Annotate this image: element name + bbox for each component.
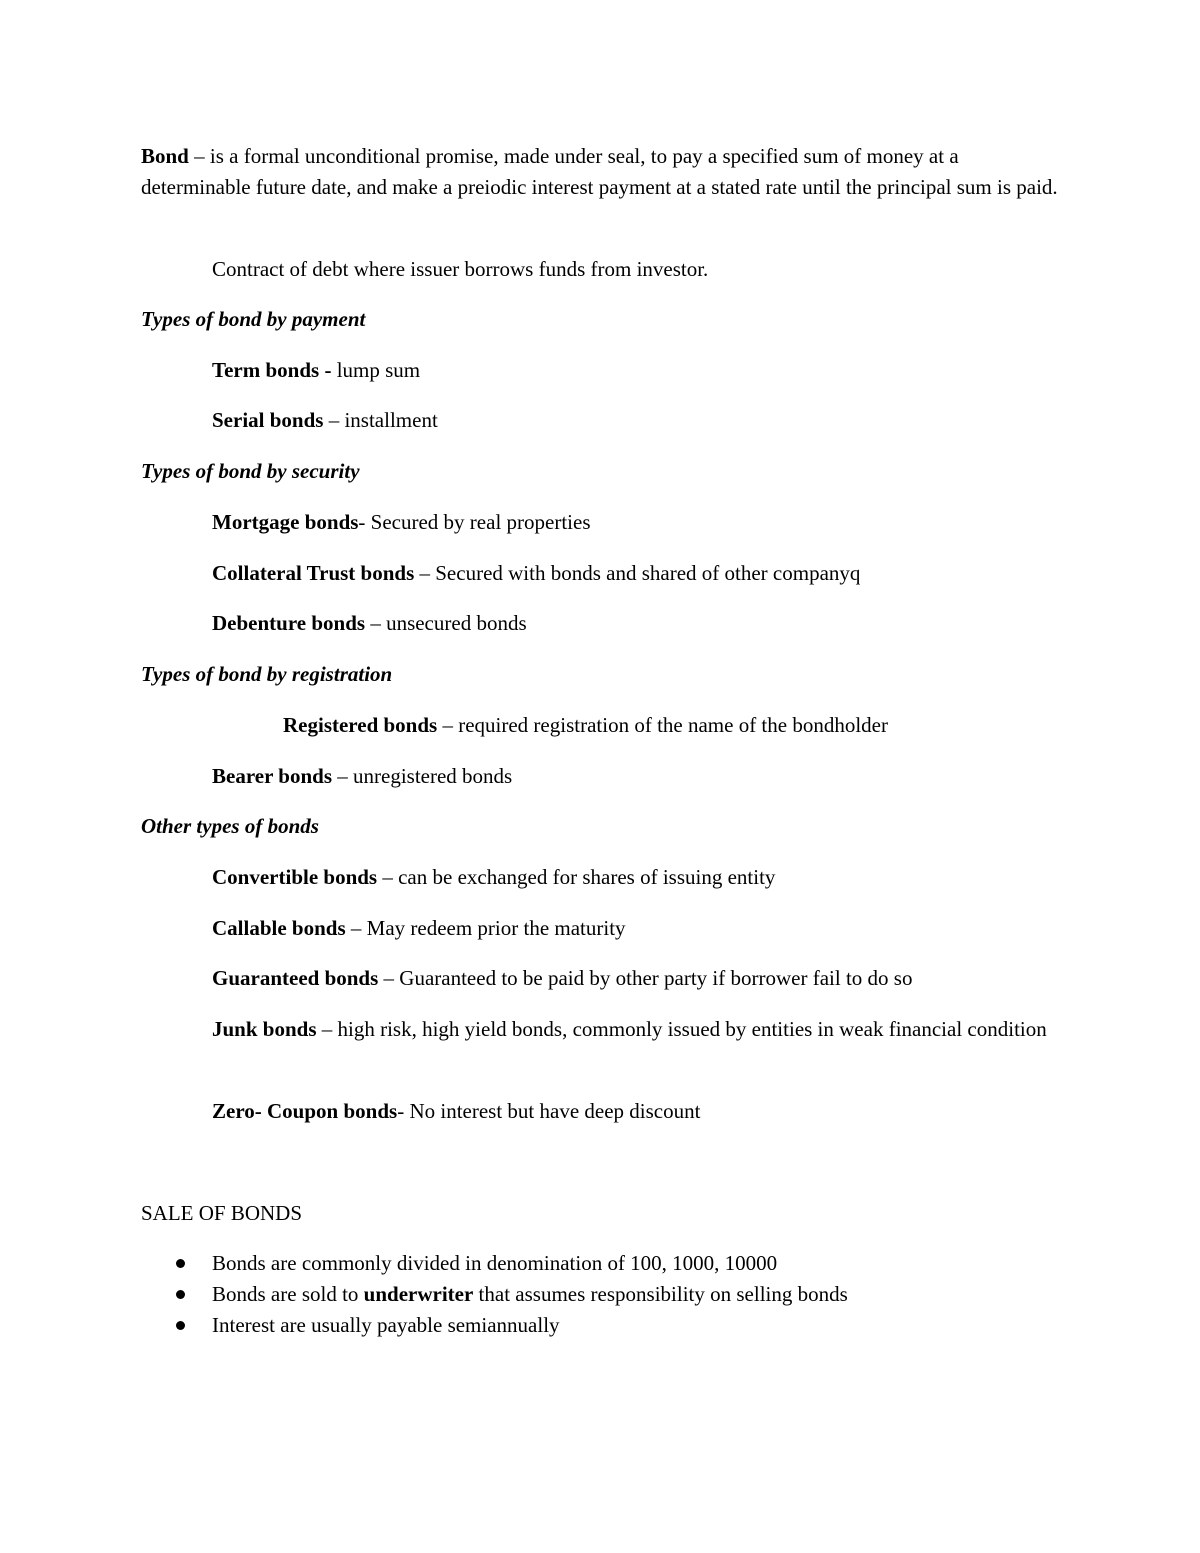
item-collateral-trust-bonds: [212, 558, 860, 589]
item-separator: –: [377, 865, 399, 889]
item-separator: –: [378, 966, 400, 990]
item-bearer-bonds: [212, 761, 512, 792]
item-convertible-bonds: [212, 862, 775, 893]
item-separator: –: [414, 561, 436, 585]
item-junk-bonds: [212, 1014, 1062, 1045]
item-term-bonds: [212, 355, 420, 386]
item-term: Convertible bonds: [212, 865, 378, 889]
item-separator: –: [323, 408, 345, 432]
item-separator: –: [316, 1017, 338, 1041]
item-description: Secured with bonds and shared of other companyq: [435, 561, 861, 585]
item-guaranteed-bonds: [212, 963, 912, 994]
item-term: Mortgage bonds: [212, 510, 359, 534]
item-description: unregistered bonds: [353, 764, 513, 788]
item-description: Guaranteed to be paid by other party if borrower fail to do so: [399, 966, 913, 990]
item-debenture-bonds: [212, 608, 527, 639]
item-term: Bearer bonds: [212, 764, 332, 788]
item-separator: –: [345, 916, 367, 940]
item-description: lump sum: [336, 358, 421, 382]
item-description: No interest but have deep discount: [409, 1099, 701, 1123]
sale-bullet-2: [212, 1279, 848, 1310]
item-registered-bonds: [283, 710, 888, 741]
definition-term: Bond: [141, 144, 189, 168]
item-zero-coupon-bonds: [212, 1096, 700, 1127]
item-term: Debenture bonds: [212, 611, 366, 635]
bullet-icon: [176, 1321, 185, 1330]
item-description: can be exchanged for shares of issuing entity: [398, 865, 776, 889]
heading-other-types: Other types of bonds: [141, 814, 319, 838]
item-separator: –: [365, 611, 387, 635]
bullet-bold: underwriter: [363, 1282, 474, 1306]
item-serial-bonds: [212, 405, 438, 436]
definition-separator: –: [188, 144, 210, 168]
heading-by-security: Types of bond by security: [141, 459, 360, 483]
item-term: Junk bonds: [212, 1017, 317, 1041]
item-separator: -: [397, 1099, 410, 1123]
item-separator: –: [437, 713, 459, 737]
bullet-text: Bonds are commonly divided in denomination of 100, 1000, 10000: [212, 1251, 778, 1275]
bullet-text-after: that assumes responsibility on selling bonds: [473, 1282, 848, 1306]
bullet-text: Interest are usually payable semiannually: [212, 1313, 560, 1337]
item-term: Guaranteed bonds: [212, 966, 379, 990]
sale-bullet-3: [212, 1310, 560, 1341]
definition-text: is a formal unconditional promise, made under seal, to pay a specified sum of money at a determinable future date, and make a preiodic interest payment at a stated rate until the principal sum is paid.: [141, 144, 1058, 199]
heading-by-payment: Types of bond by payment: [141, 307, 366, 331]
item-term: Collateral Trust bonds: [212, 561, 415, 585]
sale-bullet-1: [212, 1248, 777, 1279]
bullet-icon: [176, 1290, 185, 1299]
heading-by-registration: Types of bond by registration: [141, 662, 393, 686]
item-term: Callable bonds: [212, 916, 346, 940]
item-description: required registration of the name of the bondholder: [458, 713, 888, 737]
bond-definition: [141, 141, 1071, 203]
item-mortgage-bonds: [212, 507, 591, 538]
item-term: Registered bonds: [283, 713, 438, 737]
item-separator: -: [324, 358, 337, 382]
item-term: Term bonds: [212, 358, 325, 382]
item-term: Zero- Coupon bonds: [212, 1099, 398, 1123]
item-description: unsecured bonds: [386, 611, 527, 635]
item-description: Secured by real properties: [370, 510, 591, 534]
item-term: Serial bonds: [212, 408, 324, 432]
item-description: installment: [344, 408, 438, 432]
item-description: May redeem prior the maturity: [366, 916, 626, 940]
heading-sale-of-bonds: SALE OF BONDS: [141, 1201, 303, 1225]
item-separator: –: [332, 764, 353, 788]
item-description: high risk, high yield bonds, commonly issued by entities in weak financial condition: [337, 1017, 1047, 1041]
item-callable-bonds: [212, 913, 626, 944]
bullet-icon: [176, 1259, 185, 1268]
contract-note: Contract of debt where issuer borrows funds from investor.: [212, 257, 709, 281]
bullet-text: Bonds are sold to: [212, 1282, 364, 1306]
item-separator: -: [358, 510, 371, 534]
